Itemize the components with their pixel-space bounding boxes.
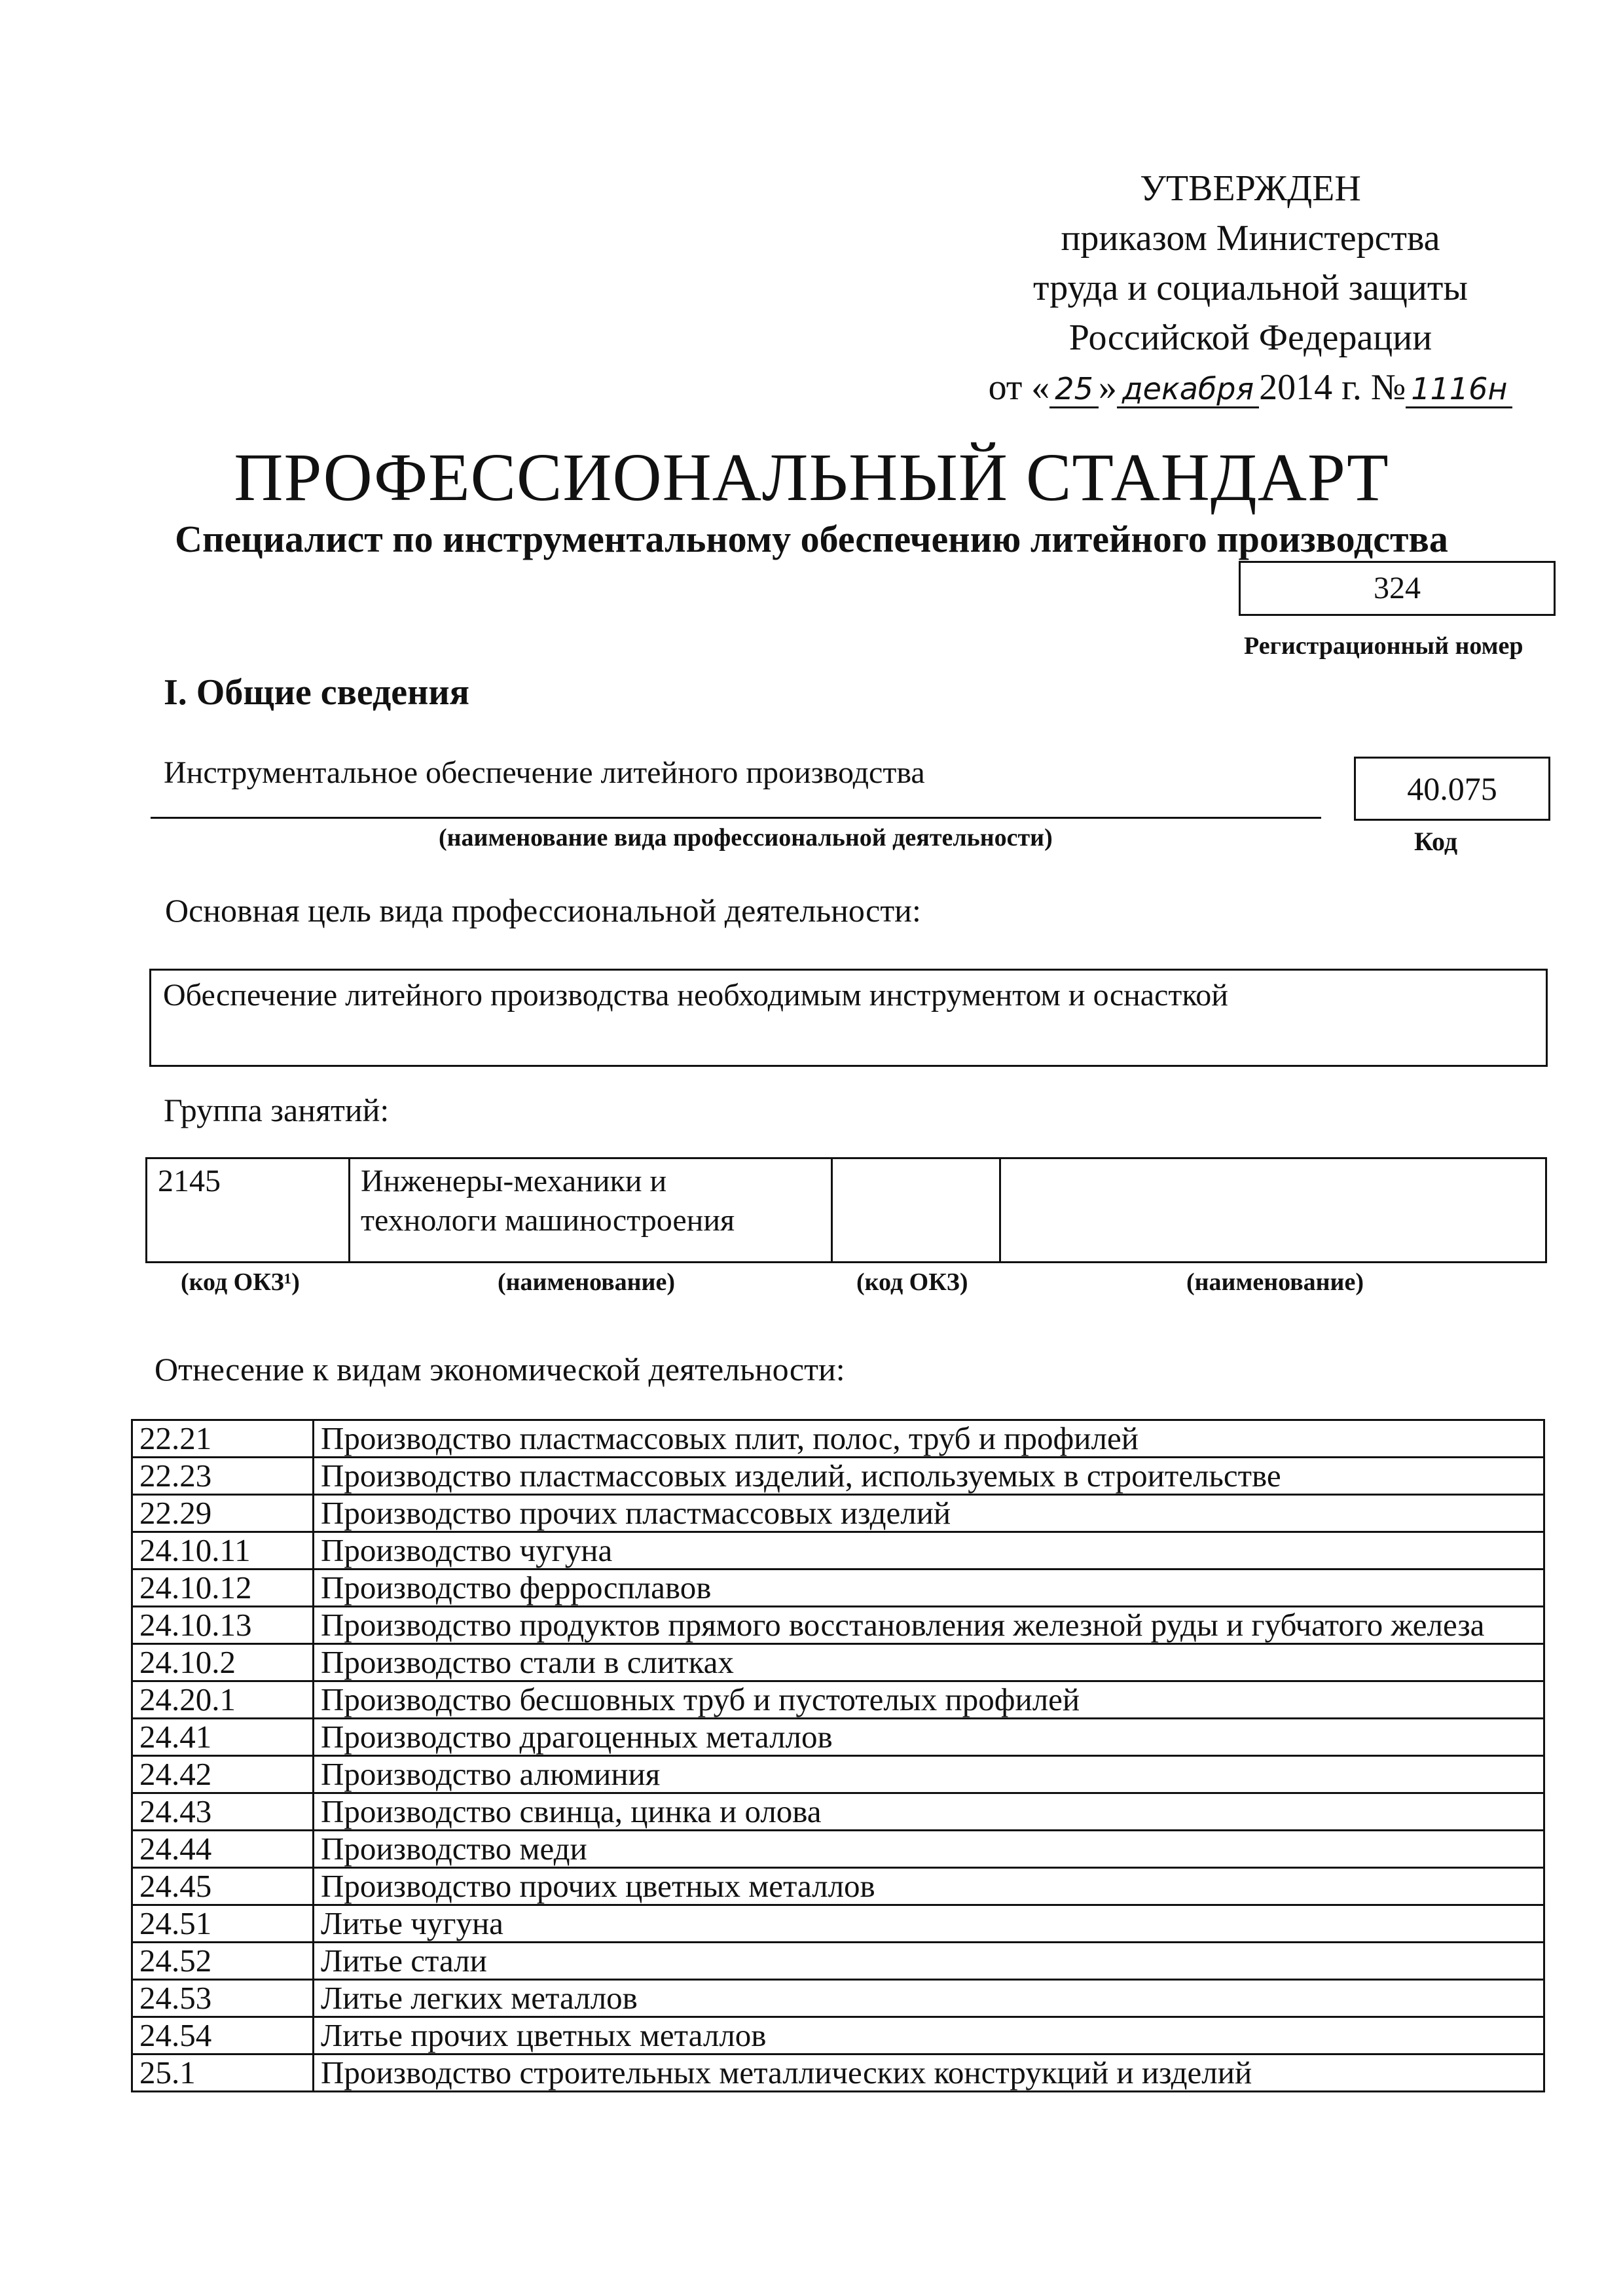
- okved-code-cell: 24.43: [132, 1793, 314, 1831]
- approval-line-country: Российской Федерации: [1068, 317, 1432, 358]
- okved-name-cell: Литье легких металлов: [314, 1980, 1544, 2017]
- caption-name2: (наименование): [1186, 1268, 1364, 1296]
- date-month-handwritten: декабря: [1117, 371, 1259, 408]
- okved-code-cell: 24.51: [132, 1905, 314, 1943]
- goal-box: [149, 969, 1548, 1067]
- okved-code-cell: 24.42: [132, 1756, 314, 1793]
- section-title: I. Общие сведения: [164, 672, 469, 713]
- okz-name-line: Инженеры-механики и: [361, 1164, 667, 1198]
- okved-code-cell: 24.10.13: [132, 1607, 314, 1644]
- okved-code-cell: 24.10.2: [132, 1644, 314, 1681]
- okved-code-cell: 24.20.1: [132, 1681, 314, 1719]
- table-row: [132, 1532, 1544, 1570]
- approval-block: [982, 164, 1519, 414]
- table-row: [132, 1980, 1544, 2017]
- okved-name-cell: Производство ферросплавов: [314, 1570, 1544, 1607]
- okved-name-cell: Производство строительных металлических конструкций и изделий: [314, 2054, 1544, 2092]
- okved-code-cell: 22.23: [132, 1458, 314, 1495]
- table-row: [132, 1420, 1544, 1458]
- approval-title: УТВЕРЖДЕН: [1140, 168, 1361, 209]
- activity-underline: [151, 817, 1321, 819]
- table-row: [132, 1831, 1544, 1868]
- approval-date-line: [982, 363, 1519, 414]
- okved-name-cell: Производство прочих цветных металлов: [314, 1868, 1544, 1905]
- okved-code-cell: 25.1: [132, 2054, 314, 2092]
- table-row: [147, 1158, 1546, 1263]
- table-row: [132, 1681, 1544, 1719]
- okved-name-cell: Производство бесшовных труб и пустотелых профилей: [314, 1681, 1544, 1719]
- okved-name-cell: Производство драгоценных металлов: [314, 1719, 1544, 1756]
- okved-code-cell: 24.45: [132, 1868, 314, 1905]
- table-row: [132, 1458, 1544, 1495]
- okz-name-cell: [350, 1158, 832, 1263]
- okved-name-cell: Производство чугуна: [314, 1532, 1544, 1570]
- approval-line-order: приказом Министерства: [1061, 218, 1440, 259]
- okved-code-cell: 24.53: [132, 1980, 314, 2017]
- date-year: 2014 г. №: [1259, 367, 1406, 408]
- table-row: [132, 2054, 1544, 2092]
- table-row: [132, 1644, 1544, 1681]
- approval-line-ministry: труда и социальной защиты: [1033, 268, 1468, 308]
- table-row: [132, 1570, 1544, 1607]
- okved-name-cell: Производство алюминия: [314, 1756, 1544, 1793]
- okved-name-cell: Производство прочих пластмассовых изделий: [314, 1495, 1544, 1532]
- date-day-handwritten: 25: [1049, 371, 1099, 408]
- okved-name-cell: Производство пластмассовых изделий, используемых в строительстве: [314, 1458, 1544, 1495]
- economic-activity-label: Отнесение к видам экономической деятельности:: [155, 1351, 845, 1388]
- registration-number-label: Регистрационный номер: [1244, 632, 1523, 660]
- activity-code-box: 40.075: [1354, 757, 1550, 821]
- activity-caption: (наименование вида профессиональной деятельности): [439, 824, 1053, 852]
- okved-code-cell: 24.41: [132, 1719, 314, 1756]
- occupation-group-label: Группа занятий:: [164, 1092, 390, 1128]
- date-mid: »: [1098, 367, 1117, 408]
- okved-name-cell: Производство меди: [314, 1831, 1544, 1868]
- okved-name-cell: Производство стали в слитках: [314, 1644, 1544, 1681]
- okved-name-cell: Производство пластмассовых плит, полос, труб и профилей: [314, 1420, 1544, 1458]
- registration-number-box: 324: [1239, 561, 1556, 616]
- table-row: [132, 1756, 1544, 1793]
- okved-name-cell: Производство продуктов прямого восстановления железной руды и губчатого железа: [314, 1607, 1544, 1644]
- caption-name: (наименование): [498, 1268, 675, 1296]
- okved-code-cell: 24.10.12: [132, 1570, 314, 1607]
- goal-label: Основная цель вида профессиональной деятельности:: [165, 892, 921, 929]
- okved-code-cell: 24.10.11: [132, 1532, 314, 1570]
- okved-code-cell: 24.52: [132, 1943, 314, 1980]
- goal-text: Обеспечение литейного производства необходимым инструментом и оснасткой: [163, 978, 1228, 1013]
- okved-name-cell: Производство свинца, цинка и олова: [314, 1793, 1544, 1831]
- table-row: [132, 1943, 1544, 1980]
- table-row: [132, 1905, 1544, 1943]
- okz-code-cell: 2145: [147, 1158, 350, 1263]
- occupation-group-table: [145, 1157, 1547, 1263]
- okved-name-cell: Литье чугуна: [314, 1905, 1544, 1943]
- table-row: [132, 1607, 1544, 1644]
- okved-code-cell: 24.54: [132, 2017, 314, 2054]
- okved-code-cell: 22.21: [132, 1420, 314, 1458]
- document-subtitle: Специалист по инструментальному обеспечению литейного производства: [175, 518, 1448, 560]
- table-row: [132, 1868, 1544, 1905]
- activity-code-label: Код: [1414, 827, 1458, 856]
- document-title: ПРОФЕССИОНАЛЬНЫЙ СТАНДАРТ: [234, 440, 1389, 515]
- okved-name-cell: Литье стали: [314, 1943, 1544, 1980]
- table-row: [132, 1719, 1544, 1756]
- date-prefix: от «: [988, 367, 1050, 408]
- okved-code-cell: 22.29: [132, 1495, 314, 1532]
- table-row: [132, 2017, 1544, 2054]
- caption-okz-code2: (код ОКЗ): [856, 1268, 968, 1296]
- okz-name2-cell: [1000, 1158, 1546, 1263]
- okz-code2-cell: [832, 1158, 1000, 1263]
- economic-activity-table: [131, 1419, 1545, 2092]
- okved-name-cell: Литье прочих цветных металлов: [314, 2017, 1544, 2054]
- okved-code-cell: 24.44: [132, 1831, 314, 1868]
- caption-okz-code: (код ОКЗ¹): [181, 1268, 300, 1296]
- okz-name-line: технологи машиностроения: [361, 1203, 735, 1238]
- table-row: [132, 1495, 1544, 1532]
- order-number-handwritten: 1116н: [1406, 371, 1512, 408]
- table-row: [132, 1793, 1544, 1831]
- activity-name: Инструментальное обеспечение литейного производства: [164, 755, 925, 790]
